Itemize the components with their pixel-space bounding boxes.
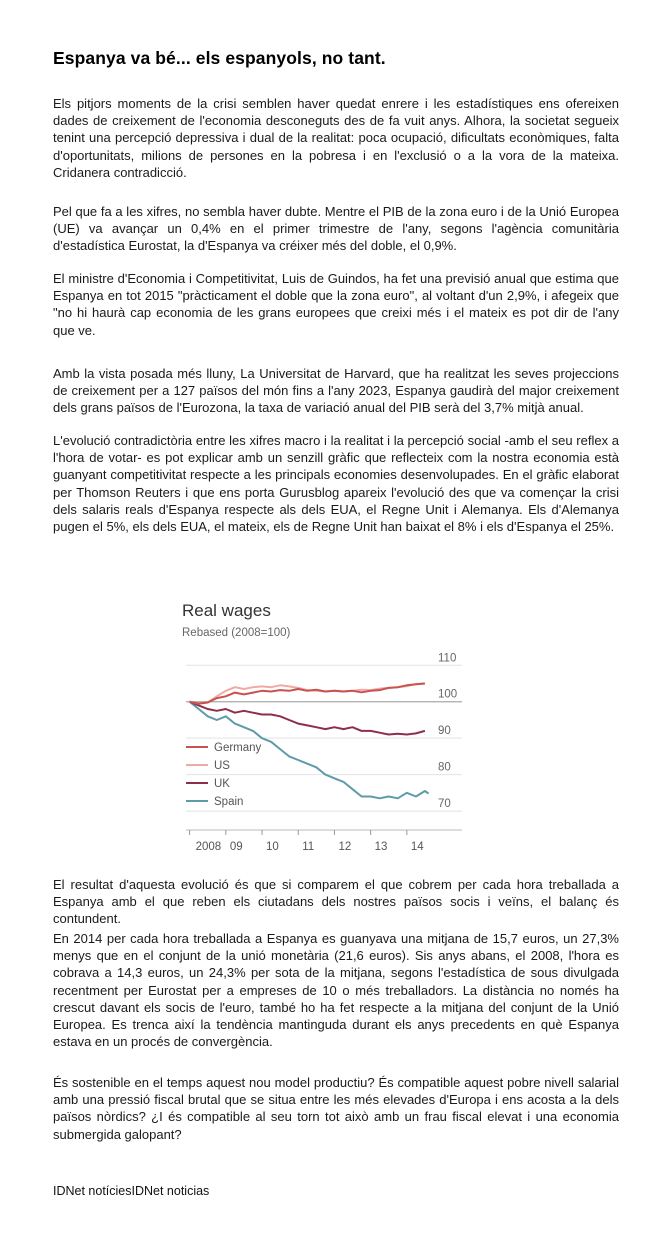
y-tick-label: 110 [438,652,457,665]
paragraph-1: Els pitjors moments de la crisi semblen haver quedat enrere i les estadístiques ens ofereixen dades de creixement de l'economia desconeguts des de fa vuit anys. Alhora, la societat segueix tenint una percepció depressiva i dual de la realitat: poca ocupació, dificultats econòmiques, falta d'oportunitats, milions de persones en la pobresa i en l'exclusió o a la vora de la mateixa. Cridanera contradicció. [53,96,619,180]
x-tick-label: 13 [374,841,388,850]
paragraph-2: Pel que fa a les xifres, no sembla haver dubte. Mentre el PIB de la zona euro i de la Unió Europea (UE) va avançar un 0,4% en el primer trimestre de l'any, segons l'agència comunitària d'estadística Eurostat, la d'Espanya va créixer més del doble, el 0,9%. [53,204,619,254]
legend-label-spain: Spain [214,796,244,808]
y-tick-label: 90 [438,725,451,738]
chart-title: Real wages [182,601,271,620]
paragraph-8: És sostenible en el temps aquest nou model productiu? És compatible aquest pobre nivell salarial amb una pressió fiscal brutal que se situa entre les més elevades d'Europa i ens acosta a la dels països nòrdics? ¿I és compatible al seu torn tot això amb un frau fiscal elevat i una economia submergida galopant? [53,1075,619,1142]
x-tick-label: 2008 [195,841,222,850]
chart-subtitle: Rebased (2008=100) [182,627,291,639]
legend-label-germany: Germany [214,742,262,754]
real-wages-chart [172,590,472,850]
paragraph-4: Amb la vista posada més lluny, La Universitat de Harvard, que ha realitzat les seves projeccions de creixement per a 127 països del món fins a l'any 2023, Espanya gaudirà del major creixement dels grans països de l'Eurozona, la taxa de variació anual del PIB serà del 3,7% mitjà anual. [53,366,619,416]
paragraph-3: El ministre d'Economia i Competitivitat, Luis de Guindos, ha fet una previsió anual que estima que Espanya en tot 2015 "pràcticament el doble que la zona euro", al voltant d'un 2,9%, i afegeix que "no hi haurà cap economia de les grans europees que creixi més i el mateix es pot dir de l'any que ve. [53,271,619,338]
x-tick-label: 11 [302,841,315,850]
paragraph-6: El resultat d'aquesta evolució és que si comparem el que cobrem per cada hora treballada a Espanya amb el que reben els ciutadans dels nostres països socis i veïns, el balanç és contundent. [53,877,619,927]
x-tick-label: 14 [410,841,424,850]
series-line-us [190,684,425,704]
y-tick-label: 80 [438,761,451,774]
source-footer: IDNet notíciesIDNet noticias [53,1184,210,1198]
y-tick-label: 100 [438,688,458,701]
legend-label-uk: UK [214,778,230,790]
x-tick-label: 10 [266,841,279,850]
y-tick-label: 70 [438,798,451,811]
x-tick-label: 12 [338,841,352,850]
article-title: Espanya va bé... els espanyols, no tant. [53,48,386,68]
chart-svg [172,590,472,850]
paragraph-5: L'evolució contradictòria entre les xifres macro i la realitat i la percepció social -amb el seu reflex a l'hora de votar- es pot explicar amb un senzill gràfic que reflecteix com la nostra economia està guanyant competitivitat respecte a les principals economies desenvolupades. En el gràfic elaborat per Thomson Reuters i que ens porta Gurusblog apareix l'evolució des que va començar la crisi dels salaris reals d'Espanya respecte als dels EUA, el Regne Unit i Alemanya. Els d'Alemanya pugen el 5%, els dels EUA, el mateix, els de Regne Unit han baixat el 8% i els d'Espanya el 25%. [53,433,619,535]
series-line-germany [190,684,425,704]
legend-label-us: US [214,760,230,772]
paragraph-7: En 2014 per cada hora treballada a Espanya es guanyava una mitjana de 15,7 euros, un 27,3% menys que en el conjunt de la unió monetària (21,6 euros). Sis anys abans, el 2008, l'hora es cobrava a 14,3 euros, un 24,3% per sota de la mitjana, segons l'estadística de sous divulgada recentment per Eurostat per a empreses de 10 o més treballadors. La distància no només ha crescut davant els socis de l'euro, també ho ha fet respecte a la mitjana del conjunt de la Unió Europea. Es trenca així la tendència mantinguda durant els anys precedents en què Espanya estava en un procés de convergència. [53,931,619,1050]
series-line-uk [190,702,425,735]
x-tick-label: 09 [229,841,243,850]
